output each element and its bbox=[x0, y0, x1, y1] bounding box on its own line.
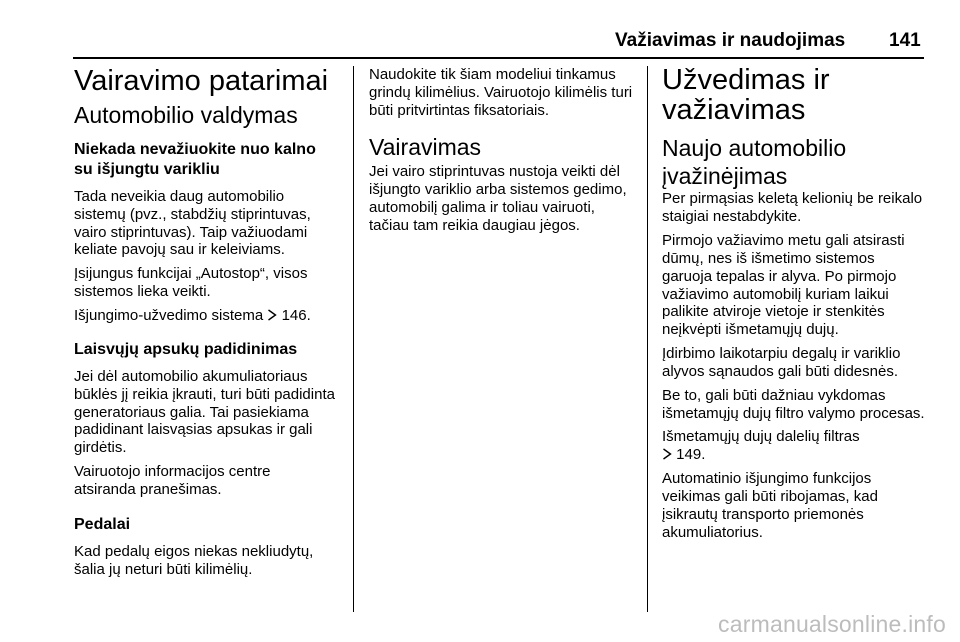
subsection-title: Vairavimas bbox=[369, 133, 482, 160]
cross-reference bbox=[74, 307, 336, 325]
column-2 bbox=[369, 66, 637, 235]
paragraph: Tada neveikia daug automobilio sistemų (pvz., stabdžių stiprintuvas, vairo stiprintuvas). Taip važiuodami keliate pavojų sau ir keleiviams. bbox=[74, 187, 311, 259]
reference-text: Išmetamųjų dujų dalelių filtras bbox=[662, 428, 860, 446]
paragraph: Įdirbimo laikotarpiu degalų ir variklio alyvos sąnaudos gali būti didesnės. bbox=[662, 345, 901, 380]
heading-downhill: Niekada nevažiuokite nuo kalno su išjungtu varikliu bbox=[74, 141, 316, 178]
column-divider-1 bbox=[353, 66, 354, 612]
paragraph: Įsijungus funkcijai „Autostop“, visos sistemos lieka veikti. bbox=[74, 265, 308, 301]
paragraph: Automatinio išjungimo funkcijos veikimas gali būti ribojamas, kad įsikrautų transporto priemonės akumuliatorius. bbox=[662, 470, 878, 541]
reference-arrow-icon bbox=[267, 309, 277, 321]
watermark: carmanualsonline.info bbox=[718, 611, 946, 637]
subsection-title: Naujo automobilio įvažinėjimas bbox=[662, 135, 847, 189]
paragraph: Naudokite tik šiam modeliui tinkamus grindų kilimėlius. Vairuotojo kilimėlis turi būti pritvirtintas fiksatoriais. bbox=[369, 66, 633, 119]
paragraph: Jei dėl automobilio akumuliatoriaus būklės jį reikia įkrauti, turi būti padidinta generatoriaus galia. Tai pasiekiama padidinant laisvąsias apsukas ir gali girdėtis. bbox=[74, 367, 335, 457]
heading-pedals: Pedalai bbox=[74, 515, 131, 533]
reference-page: 146. bbox=[281, 306, 311, 324]
column-3 bbox=[662, 66, 926, 542]
column-divider-2 bbox=[647, 66, 648, 612]
cross-reference bbox=[662, 428, 926, 464]
section-title: Vairavimo patarimai bbox=[74, 65, 329, 97]
page-header bbox=[0, 0, 960, 60]
section-title: Užvedimas ir važiavimas bbox=[662, 64, 830, 126]
column-1 bbox=[74, 66, 336, 579]
paragraph: Be to, gali būti dažniau vykdomas išmetamųjų dujų filtro valymo procesas. bbox=[662, 386, 925, 422]
header-title: Važiavimas ir naudojimas bbox=[615, 30, 846, 51]
heading-idle-speed: Laisvųjų apsukų padidinimas bbox=[74, 340, 298, 358]
paragraph: Kad pedalų eigos niekas nekliudytų, šalia jų neturi būti kilimėlių. bbox=[74, 543, 314, 578]
paragraph: Pirmojo važiavimo metu gali atsirasti dūmų, nes iš išmetimo sistemos garuoja tepalas ir alyva. Po pirmojo važiavimo automobilį kuriam laikui palikite atviroje vietoje ir stenkitės neįkvėpti išmetamųjų dujų. bbox=[662, 232, 905, 339]
subsection-title: Automobilio valdymas bbox=[74, 101, 298, 128]
header-rule bbox=[73, 57, 924, 59]
reference-arrow-icon bbox=[662, 448, 672, 460]
paragraph: Vairuotojo informacijos centre atsiranda pranešimas. bbox=[74, 463, 271, 499]
reference-page: 149. bbox=[676, 446, 706, 464]
paragraph: Jei vairo stiprintuvas nustoja veikti dėl išjungto variklio arba sistemos gedimo, automobilį galima ir toliau vairuoti, tačiau tam reikia daugiau jėgos. bbox=[369, 163, 627, 234]
page-number: 141 bbox=[889, 30, 921, 51]
reference-text: Išjungimo-užvedimo sistema bbox=[74, 306, 264, 324]
paragraph: Per pirmąsias keletą kelionių be reikalo staigiai nestabdykite. bbox=[662, 190, 923, 226]
